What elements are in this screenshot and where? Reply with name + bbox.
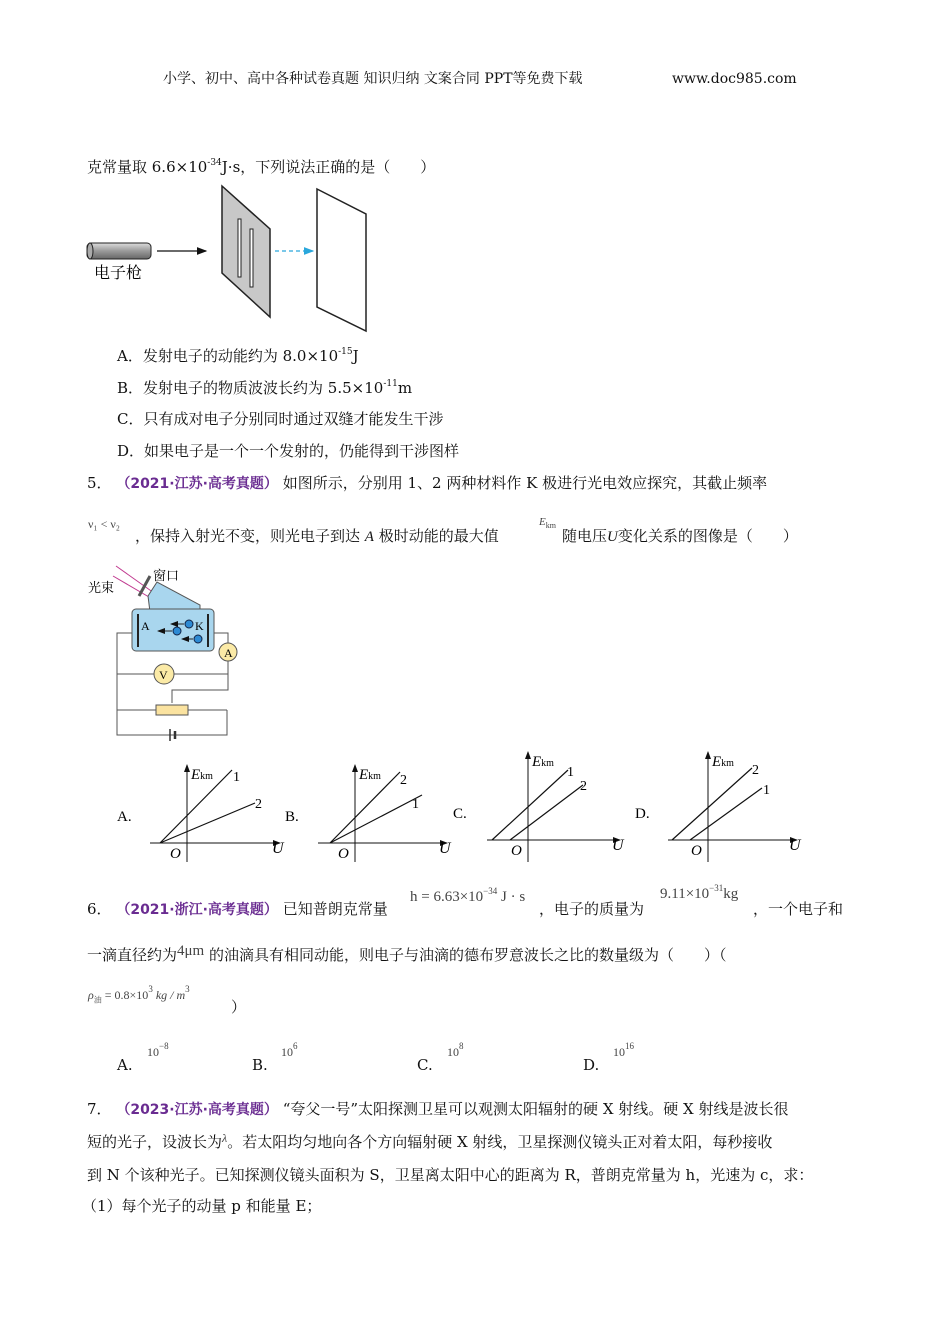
q6-density <box>88 985 190 1005</box>
diameter: 4μm <box>177 943 205 959</box>
q4-stem-text: 克常量取 6.6×10 <box>87 158 208 176</box>
q7-text: 。若太阳均匀地向各个方向辐射硬 X 射线，卫星探测仪镜头正对着太阳，每秒接收 <box>227 1133 773 1151</box>
q7-text: 短的光子，设波长为 <box>87 1133 223 1151</box>
electron-gun-label: 电子枪 <box>94 263 143 282</box>
rho: ρ <box>88 988 94 1002</box>
q6-line1 <box>87 899 388 920</box>
q4-option-d[interactable] <box>117 441 459 461</box>
question-number: 6． <box>87 900 112 918</box>
x-axis-label: U <box>612 837 624 854</box>
q6-option-c-value <box>447 1042 464 1062</box>
q6-close: ） <box>231 998 247 1016</box>
double-slit-plate <box>222 186 270 317</box>
q6-option-b-value <box>281 1042 298 1062</box>
page-header-link[interactable]: www.doc985.com <box>672 71 797 87</box>
q5-text: ，保持入射光不变，则光电子到达 <box>135 527 361 545</box>
ammeter-label: A <box>224 646 233 660</box>
origin-label: O <box>511 843 522 859</box>
line-label-upper: 1 <box>567 765 574 780</box>
line-label-lower: 1 <box>412 797 419 812</box>
var-e: E <box>539 516 546 528</box>
planck-exp: −34 <box>483 886 498 896</box>
graph-line-lower <box>510 785 583 840</box>
graph-option-label: B. <box>285 809 299 825</box>
q7-line2 <box>87 1132 772 1153</box>
q5-text: 如图所示，分别用 1、2 两种材料作 K 极进行光电效应探究，其截止频率 <box>282 474 768 492</box>
option-label: D． <box>117 442 145 460</box>
value-exp: −8 <box>159 1041 169 1051</box>
y-axis-sub: km <box>200 771 213 782</box>
question-number: 5． <box>87 474 112 492</box>
cathode-label: K <box>195 619 204 633</box>
q5-text: 极时动能的最大值 <box>378 527 499 545</box>
window-label: 窗口 <box>153 569 180 584</box>
q6-mass <box>660 884 738 904</box>
y-axis-label: Ekm <box>532 754 554 770</box>
q4-stem-text2: J·s，下列说法正确的是（ ） <box>221 158 436 176</box>
density-unit: kg / m <box>152 988 186 1002</box>
q7-text: “夸父一号”太阳探测卫星可以观测太阳辐射的硬 X 射线。硬 X 射线是波长很 <box>282 1100 789 1118</box>
value-base: 10 <box>147 1045 159 1059</box>
q5-text: 变化关系的图像是（ ） <box>617 527 798 545</box>
graph-option-label: C. <box>453 806 467 822</box>
q6-text: 一滴直径约为 <box>87 946 178 964</box>
q5-nu: ν₁ < ν₂ <box>88 517 120 531</box>
q6-option-b[interactable]: B. <box>252 1056 268 1074</box>
rho-sub: 油 <box>93 995 102 1005</box>
value-base: 10 <box>447 1045 459 1059</box>
x-axis-label: U <box>439 840 451 857</box>
option-label: A． <box>117 347 143 365</box>
electron-gun-icon <box>87 243 151 259</box>
option-text: 如果电子是一个一个发射的，仍能得到干涉图样 <box>144 442 460 460</box>
var-a: A <box>364 529 374 545</box>
q5-ekm <box>539 512 556 532</box>
anode-label: A <box>141 619 150 633</box>
q7-line1 <box>87 1099 789 1120</box>
page-header-text: 小学、初中、高中各种试卷真题 知识归纳 文案合同 PPT等免费下载 <box>163 71 583 87</box>
q4-option-b[interactable] <box>117 378 412 398</box>
option-label: C． <box>117 410 144 428</box>
screen <box>317 189 366 331</box>
option-label: B． <box>117 379 144 397</box>
mass-value: 9.11×10 <box>660 886 710 902</box>
option-exp: -15 <box>338 347 353 357</box>
q6-line1-end: ，一个电子和 <box>753 900 844 918</box>
density-unit-exp: 3 <box>185 984 190 994</box>
line-label-lower: 2 <box>580 779 587 794</box>
q6-mass-text: ，电子的质量为 <box>539 900 645 918</box>
option-exp: -11 <box>383 379 398 389</box>
q6-option-a-value <box>147 1042 169 1062</box>
voltmeter-label: V <box>159 668 168 682</box>
var-lambda: λ <box>222 1131 228 1145</box>
q4-stem-exp: -34 <box>207 158 222 168</box>
y-axis-label: Ekm <box>191 767 213 783</box>
q7-line4: （1）每个光子的动量 p 和能量 E； <box>82 1197 322 1215</box>
photoelectric-circuit <box>113 566 237 741</box>
question-source: （2023·江苏·高考真题） <box>116 1102 278 1118</box>
q6-option-a[interactable]: A. <box>117 1056 133 1074</box>
density-exp: 3 <box>148 984 153 994</box>
origin-label: O <box>691 843 702 859</box>
value-base: 10 <box>281 1045 293 1059</box>
option-text: 发射电子的物质波波长约为 5.5×10 <box>143 379 384 397</box>
q5-line1 <box>87 473 767 494</box>
option-text: 发射电子的动能约为 8.0×10 <box>142 347 339 365</box>
q6-text: 已知普朗克常量 <box>282 900 388 918</box>
q5-line2-end <box>562 526 798 547</box>
y-axis-sub: km <box>721 758 734 769</box>
y-axis-label: Ekm <box>359 767 381 783</box>
planck-value: h = 6.63×10 <box>410 889 484 905</box>
value-exp: 6 <box>293 1041 298 1051</box>
density-value: = 0.8×10 <box>101 988 149 1002</box>
mass-unit: kg <box>723 886 739 902</box>
q5-line2 <box>135 526 499 547</box>
line-label-lower: 2 <box>255 797 262 812</box>
value-base: 10 <box>613 1045 625 1059</box>
q5-text: 随电压 <box>562 527 608 545</box>
q6-text: 的油滴具有相同动能，则电子与油滴的德布罗意波长之比的数量级为（ ）（ <box>209 946 727 964</box>
q6-option-d-value <box>613 1042 634 1062</box>
q7-line3: 到 N 个该种光子。已知探测仪镜头面积为 S，卫星离太阳中心的距离为 R，普朗克常量为 h，光速为 c，求： <box>87 1166 814 1184</box>
y-axis-label: Ekm <box>712 754 734 770</box>
q6-option-d[interactable]: D. <box>583 1056 600 1074</box>
q4-option-c[interactable] <box>117 409 444 429</box>
option-text: 只有成对电子分别同时通过双缝才能发生干涉 <box>143 410 444 428</box>
var-sub: km <box>545 521 556 531</box>
var-u: U <box>607 529 618 545</box>
beam-label: 光束 <box>88 581 115 596</box>
q6-h <box>410 887 525 907</box>
x-axis-label: U <box>789 837 801 854</box>
line-label-upper: 2 <box>400 773 407 788</box>
option-unit: m <box>397 379 413 397</box>
value-exp: 16 <box>625 1041 634 1051</box>
graph-option-label: A. <box>117 809 132 825</box>
mass-exp: −31 <box>709 883 724 893</box>
graph-line-lower <box>160 803 255 843</box>
graph-line-lower <box>330 795 422 843</box>
value-exp: 8 <box>459 1041 464 1051</box>
q6-option-c[interactable]: C. <box>417 1056 433 1074</box>
question-source: （2021·江苏·高考真题） <box>116 476 278 492</box>
line-label-upper: 1 <box>233 770 240 785</box>
q6-line2 <box>87 945 727 966</box>
question-number: 7． <box>87 1100 112 1118</box>
origin-label: O <box>338 846 349 862</box>
option-unit: J <box>352 347 359 365</box>
line-label-upper: 2 <box>752 763 759 778</box>
origin-label: O <box>170 846 181 862</box>
y-axis-sub: km <box>541 758 554 769</box>
graph-option-label: D. <box>635 806 650 822</box>
line-label-lower: 1 <box>763 783 770 798</box>
y-axis-sub: km <box>368 771 381 782</box>
x-axis-label: U <box>272 840 284 857</box>
planck-unit: J · s <box>497 889 526 905</box>
question-source: （2021·浙江·高考真题） <box>116 902 278 918</box>
q4-option-a[interactable] <box>117 346 359 366</box>
